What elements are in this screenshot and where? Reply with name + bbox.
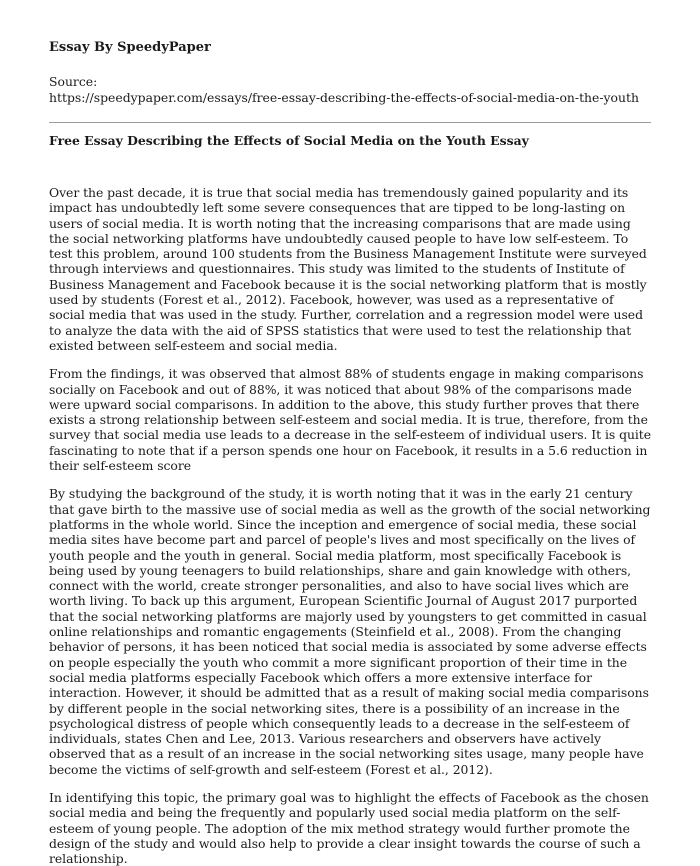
paragraph: From the findings, it was observed that almost 88% of students engage in making comparisons socially on Facebook and out of 88%, it was noticed that about 98% of the comparisons made were upward social comparisons. In addition to the above, this study further proves that there exists a strong relationship between self-esteem and social media. It is true, therefore, from the survey that social media use leads to a decrease in the self-esteem of individual users. It is quite fascinating to note that if a person spends one hour on Facebook, it results in a 5.6 reduction in their self-esteem score [49, 366, 652, 474]
essay-title: Free Essay Describing the Effects of Social Media on the Youth Essay [49, 133, 529, 148]
paragraph: In identifying this topic, the primary goal was to highlight the effects of Facebook as the chosen social media and being the frequently and popularly used social media platform on the self-esteem of young people. The adoption of the mix method strategy would further promote the design of the study and would also help to provide a clear insight towards the course of such a relationship. [49, 789, 649, 866]
source-url[interactable]: https://speedypaper.com/essays/free-essay-describing-the-effects-of-social-media-on-the-youth [49, 90, 639, 105]
brand-heading: Essay By SpeedyPaper [49, 40, 211, 55]
paragraph: By studying the background of the study, it is worth noting that it was in the early 21 century that gave birth to the massive use of social media as well as the growth of the social networking platforms in the whole world. Since the inception and emergence of social media, these social media sites have become part and parcel of people's lives and most specifically on the lives of youth people and the youth in general. Social media platform, most specifically Facebook is being used by young teenagers to build relationships, share and gain knowledge with others, connect with the world, create stronger personalities, and also to have social lives which are worth living. To back up this argument, European Scientific Journal of August 2017 purported that the social networking platforms are majorly used by youngsters to get committed in casual online relationships and romantic engagements (Steinfield et al., 2008). From the changing behavior of persons, it has been noticed that social media is associated by some adverse effects on people especially the youth who commit a more significant proportion of their time in the social media platforms especially Facebook which offers a more extensive interface for interaction. However, it should be admitted that as a result of making social media comparisons by different people in the social networking sites, there is a possibility of an increase in the psychological distress of people which consequently leads to a decrease in the self-esteem of individuals, states Chen and Lee, 2013. Various researchers and observers have actively observed that as a result of an increase in the social networking sites usage, many people have become the victims of self-growth and self-esteem (Forest et al., 2012). [49, 486, 651, 777]
divider [49, 122, 651, 123]
source-label: Source: [49, 74, 98, 89]
paragraph: Over the past decade, it is true that social media has tremendously gained popularity and its impact has undoubtedly left some severe consequences that are tipped to be long-lasting on users of social media. It is worth noting that the increasing comparisons that are made using the social networking platforms have undoubtedly caused people to have low self-esteem. To test this problem, around 100 students from the Business Management Institute were surveyed through interviews and questionnaires. This study was limited to the students of Institute of Business Management and Facebook because it is the social networking platform that is mostly used by students (Forest et al., 2012). Facebook, however, was used as a representative of social media that was used in the study. Further, correlation and a regression model were used to analyze the data with the aid of SPSS statistics that were used to test the relationship that existed between self-esteem and social media. [49, 185, 647, 353]
